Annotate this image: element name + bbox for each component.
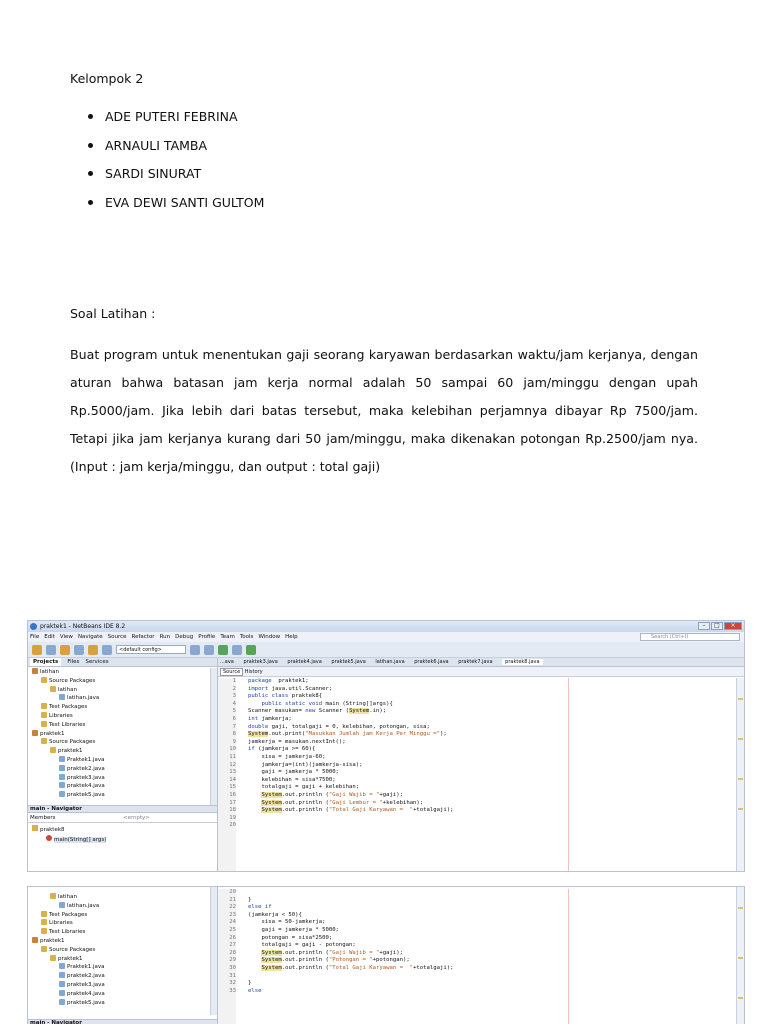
navigator-header: main - Navigator xyxy=(28,805,217,813)
line-number: 9 xyxy=(232,738,236,745)
tree-node[interactable]: praktek1 xyxy=(28,955,217,964)
line-number: 18 xyxy=(229,807,236,814)
menu-window[interactable]: Window xyxy=(258,634,281,640)
menu-profile[interactable]: Profile xyxy=(198,634,216,640)
code-line xyxy=(218,822,736,830)
line-number: 25 xyxy=(229,926,236,933)
editor-scrollbar[interactable] xyxy=(736,887,744,1024)
tree-node[interactable]: praktek1 xyxy=(28,730,217,739)
code-line: 18 System.out.println ("Total Gaji Karyawan = "+totalgaji); xyxy=(218,807,736,815)
line-number: 16 xyxy=(229,791,236,798)
projects-tabs xyxy=(28,658,217,667)
project-icon xyxy=(32,668,38,674)
file-tab-active[interactable]: praktek8.java xyxy=(502,659,542,665)
tree-node[interactable]: Source Packages xyxy=(28,677,217,686)
tree-node[interactable]: praktek5.java xyxy=(28,791,217,800)
java-file-icon xyxy=(59,999,65,1005)
netbeans-icon xyxy=(30,623,37,630)
clean-build-icon[interactable] xyxy=(204,645,214,655)
file-tab[interactable]: praktek5.java xyxy=(331,659,366,665)
save-all-icon[interactable] xyxy=(74,645,84,655)
line-number: 6 xyxy=(232,715,236,722)
code-line: 13 gaji = jamkerja * 5000; xyxy=(218,769,736,777)
line-number: 7 xyxy=(232,723,236,730)
line-number: 27 xyxy=(229,942,236,949)
empty-select[interactable]: <empty> xyxy=(123,815,150,821)
code-line: 3 public class praktek8{ xyxy=(218,693,736,701)
java-file-icon xyxy=(59,791,65,797)
line-number: 28 xyxy=(229,949,236,956)
exercise-body: Buat program untuk menentukan gaji seorang karyawan berdasarkan waktu/jam kerjanya, dengan aturan bahwa batasan jam kerja normal adalah 50 sampai 60 jam/minggu dengan upah Rp.5000/jam. Jika lebih dari batas tersebut, maka kelebihan perjamnya dibayar Rp 7500/jam. Tetapi jika jam kerjanya kurang dari 50 jam/minggu, maka dikenakan potongan Rp.2500/jam nya. (Input : jam kerja/minggu, dan output : total gaji) xyxy=(70,347,698,474)
file-tab[interactable]: praktek4.java xyxy=(287,659,322,665)
tab-source[interactable]: Source xyxy=(220,668,243,676)
code-area[interactable] xyxy=(218,889,736,1024)
editor-scrollbar[interactable] xyxy=(736,678,744,871)
build-icon[interactable] xyxy=(190,645,200,655)
folder-icon xyxy=(41,738,47,744)
code-line: 2 import java.util.Scanner; xyxy=(218,686,736,694)
navigator-method[interactable]: main(String[] args) xyxy=(32,835,106,845)
code-line xyxy=(218,889,736,897)
folder-icon xyxy=(50,893,56,899)
tree-node[interactable]: Praktek1.java xyxy=(28,963,217,972)
line-number: 2 xyxy=(232,685,236,692)
code-line: 10 if (jamkerja >= 60){ xyxy=(218,746,736,754)
file-tab[interactable]: praktek7.java xyxy=(458,659,493,665)
folder-icon xyxy=(41,712,47,718)
code-line: 8 System.out.print("Masukkan Jumlah jam Kerja Per Minggu ="); xyxy=(218,731,736,739)
tree-node[interactable]: latihan xyxy=(28,686,217,695)
menu-edit[interactable]: Edit xyxy=(44,634,55,640)
member-list xyxy=(70,108,698,222)
tree-node[interactable]: Source Packages xyxy=(28,738,217,747)
java-file-icon xyxy=(59,981,65,987)
code-line: 15 totalgaji = gaji + kelebihan; xyxy=(218,784,736,792)
code-line: 21 } xyxy=(218,897,736,905)
project-tree xyxy=(28,667,217,800)
code-line: 4 public static void main (String[]args){ xyxy=(218,701,736,709)
line-number: 22 xyxy=(229,904,236,911)
code-line: 6 int jamkerja; xyxy=(218,716,736,724)
toolbar xyxy=(28,642,744,658)
menu-refactor[interactable]: Refactor xyxy=(131,634,155,640)
tree-node[interactable]: Libraries xyxy=(28,919,217,928)
folder-icon xyxy=(41,919,47,925)
tree-node[interactable]: Libraries xyxy=(28,712,217,721)
tree-node[interactable]: latihan.java xyxy=(28,694,217,703)
list-item: ADE PUTERI FEBRINA xyxy=(70,108,698,137)
tab-files[interactable]: Files xyxy=(67,659,80,665)
code-line: 23 (jamkerja < 50){ xyxy=(218,912,736,920)
tree-node[interactable]: Test Libraries xyxy=(28,721,217,730)
menu-bar xyxy=(28,632,744,642)
folder-icon xyxy=(50,686,56,692)
tree-node[interactable]: latihan.java xyxy=(28,902,217,911)
line-number: 10 xyxy=(229,746,236,753)
folder-icon xyxy=(41,911,47,917)
window-titlebar xyxy=(28,621,744,632)
line-number: 11 xyxy=(229,753,236,760)
folder-icon xyxy=(41,928,47,934)
tree-node[interactable]: praktek2.java xyxy=(28,765,217,774)
tab-projects[interactable]: Projects xyxy=(30,658,61,666)
code-line: 16 System.out.println ("Gaji Wajib = "+gaji); xyxy=(218,792,736,800)
folder-icon xyxy=(50,747,56,753)
code-line: 27 totalgaji = gaji - potongan; xyxy=(218,942,736,950)
line-number: 13 xyxy=(229,769,236,776)
project-tree xyxy=(28,887,217,1007)
folder-icon xyxy=(41,721,47,727)
code-line: 1 package praktek1; xyxy=(218,678,736,686)
folder-icon xyxy=(41,946,47,952)
line-number: 5 xyxy=(232,708,236,715)
open-project-icon[interactable] xyxy=(60,645,70,655)
menu-help[interactable]: Help xyxy=(285,634,298,640)
tree-node[interactable]: Test Libraries xyxy=(28,928,217,937)
line-number: 21 xyxy=(229,896,236,903)
tree-node[interactable]: latihan xyxy=(28,668,217,677)
folder-icon xyxy=(41,677,47,683)
run-icon[interactable] xyxy=(218,645,228,655)
java-file-icon xyxy=(59,694,65,700)
menu-file[interactable]: File xyxy=(30,634,40,640)
window-controls xyxy=(698,622,742,630)
file-tab[interactable]: praktek3.java xyxy=(243,659,278,665)
code-line: 9 jamkerja = masukan.nextInt(); xyxy=(218,739,736,747)
line-number: 30 xyxy=(229,964,236,971)
tree-node[interactable]: praktek1 xyxy=(28,747,217,756)
line-number: 26 xyxy=(229,934,236,941)
tree-node[interactable]: Test Packages xyxy=(28,911,217,920)
window-title: praktek1 - NetBeans IDE 8.2 xyxy=(40,623,126,630)
navigator-header: main - Navigator xyxy=(28,1019,217,1024)
line-number: 8 xyxy=(232,731,236,738)
code-line: 17 System.out.println ("Gaji Lembur = "+kelebihan); xyxy=(218,800,736,808)
code-area[interactable] xyxy=(218,678,736,871)
tree-node[interactable]: Source Packages xyxy=(28,946,217,955)
line-number: 33 xyxy=(229,987,236,994)
java-file-icon xyxy=(59,972,65,978)
line-number: 19 xyxy=(229,814,236,821)
ide-screenshot-bottom xyxy=(27,886,745,1024)
java-file-icon xyxy=(59,774,65,780)
menu-team[interactable]: Team xyxy=(220,634,235,640)
members-label[interactable]: Members xyxy=(30,815,56,821)
menu-view[interactable]: View xyxy=(59,634,73,640)
menu-source[interactable]: Source xyxy=(107,634,127,640)
minimize-icon[interactable]: – xyxy=(698,622,710,630)
file-tab[interactable]: ...ava xyxy=(220,659,234,665)
navigator-class[interactable]: praktek8 xyxy=(32,825,106,835)
java-file-icon xyxy=(59,990,65,996)
tab-services[interactable]: Services xyxy=(85,659,109,665)
code-line: 7 double gaji, totalgaji = 0, kelebihan, potongan, sisa; xyxy=(218,724,736,732)
config-select[interactable]: <default config> xyxy=(116,645,186,654)
line-number: 20 xyxy=(229,822,236,829)
project-icon xyxy=(32,730,38,736)
tree-scrollbar[interactable] xyxy=(210,668,217,806)
code-line: 33 else xyxy=(218,988,736,996)
line-number: 12 xyxy=(229,761,236,768)
new-project-icon[interactable] xyxy=(32,645,42,655)
code-line: 29 System.out.println ("Potongan = "+potongan); xyxy=(218,957,736,965)
tree-scrollbar[interactable] xyxy=(210,887,217,1015)
java-file-icon xyxy=(59,963,65,969)
line-number: 31 xyxy=(229,972,236,979)
tree-node[interactable]: praktek3.java xyxy=(28,981,217,990)
search-input[interactable]: Search (Ctrl+I) xyxy=(640,633,740,641)
projects-panel xyxy=(28,887,218,1024)
list-item: SARDI SINURAT xyxy=(70,165,698,194)
code-line: 12 jamkerja=(int)(jamkerja-sisa); xyxy=(218,762,736,770)
code-line: 32 } xyxy=(218,980,736,988)
code-line: 30 System.out.println ("Total Gaji Karyawan = "+totalgaji); xyxy=(218,965,736,973)
line-number: 29 xyxy=(229,957,236,964)
code-editor xyxy=(218,658,744,871)
menu-navigate[interactable]: Navigate xyxy=(77,634,103,640)
menu-debug[interactable]: Debug xyxy=(175,634,194,640)
code-line: 11 sisa = jamkerja-60; xyxy=(218,754,736,762)
list-item: EVA DEWI SANTI GULTOM xyxy=(70,194,698,223)
line-number: 23 xyxy=(229,911,236,918)
tree-node[interactable]: latihan xyxy=(28,893,217,902)
code-line xyxy=(218,815,736,823)
line-number: 3 xyxy=(232,693,236,700)
java-file-icon xyxy=(59,902,65,908)
line-number: 32 xyxy=(229,980,236,987)
line-number: 20 xyxy=(229,889,236,895)
file-tab[interactable]: latihan.java xyxy=(375,659,405,665)
line-number: 17 xyxy=(229,799,236,806)
line-number: 15 xyxy=(229,784,236,791)
debug-icon[interactable] xyxy=(232,645,242,655)
tree-node[interactable]: praktek3.java xyxy=(28,774,217,783)
source-toolbar xyxy=(218,667,744,677)
undo-icon[interactable] xyxy=(88,645,98,655)
tree-node[interactable]: Test Packages xyxy=(28,703,217,712)
tree-node[interactable]: praktek2.java xyxy=(28,972,217,981)
line-number: 1 xyxy=(232,678,236,684)
menu-run[interactable]: Run xyxy=(159,634,171,640)
java-file-icon xyxy=(59,782,65,788)
exercise-title: Soal Latihan : xyxy=(70,306,156,321)
line-number: 14 xyxy=(229,776,236,783)
ide-screenshot-top xyxy=(27,620,745,872)
code-line: 26 potongan = sisa*2500; xyxy=(218,935,736,943)
code-line: 22 else if xyxy=(218,904,736,912)
maximize-icon[interactable]: □ xyxy=(711,622,723,630)
folder-icon xyxy=(50,955,56,961)
tree-node[interactable]: praktek4.java xyxy=(28,782,217,791)
redo-icon[interactable] xyxy=(102,645,112,655)
java-file-icon xyxy=(59,765,65,771)
code-line: 14 kelebihan = sisa*7500; xyxy=(218,777,736,785)
tree-node[interactable]: Praktek1.java xyxy=(28,756,217,765)
tab-history[interactable]: History xyxy=(244,669,263,675)
group-label: Kelompok 2 xyxy=(70,71,144,86)
line-number: 4 xyxy=(232,700,236,707)
new-file-icon[interactable] xyxy=(46,645,56,655)
code-line: 28 System.out.println ("Gaji Wajib = "+gaji); xyxy=(218,950,736,958)
file-tab[interactable]: praktek6.java xyxy=(414,659,449,665)
tree-node[interactable]: praktek4.java xyxy=(28,990,217,999)
code-line: 5 Scanner masukan= new Scanner (System.in); xyxy=(218,708,736,716)
profile-icon[interactable] xyxy=(246,645,256,655)
code-editor xyxy=(218,887,744,1024)
navigator-filter xyxy=(28,814,217,823)
folder-icon xyxy=(41,703,47,709)
list-item: ARNAULI TAMBA xyxy=(70,137,698,166)
close-icon[interactable]: × xyxy=(724,622,742,630)
file-tabs xyxy=(218,658,744,667)
code-line: 24 sisa = 50-jamkerja; xyxy=(218,919,736,927)
project-icon xyxy=(32,937,38,943)
line-number: 24 xyxy=(229,919,236,926)
projects-panel xyxy=(28,658,218,871)
tree-node[interactable]: praktek5.java xyxy=(28,999,217,1008)
code-line xyxy=(218,973,736,981)
tree-node[interactable]: praktek1 xyxy=(28,937,217,946)
java-file-icon xyxy=(59,756,65,762)
menu-tools[interactable]: Tools xyxy=(239,634,254,640)
code-line: 25 gaji = jamkerja * 5000; xyxy=(218,927,736,935)
navigator-tree xyxy=(32,825,106,845)
